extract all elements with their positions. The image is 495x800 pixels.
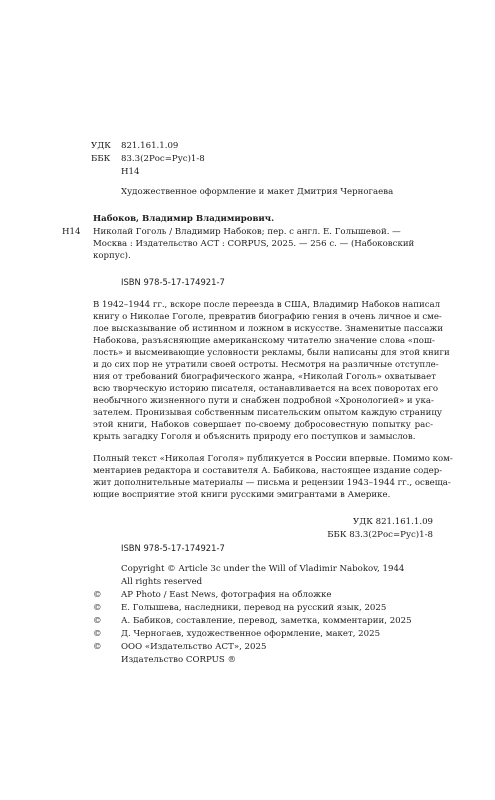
copyright-item: AP Photo / East News, фотография на обложке	[121, 590, 332, 600]
annotation-line: зателем. Пронизывая собственным писательским опытом каждую страницу	[93, 408, 442, 418]
copyright-main: Copyright © Article 3c under the Will of Vladimir Nabokov, 1944	[121, 564, 405, 574]
annotation-line: лость» и высмеивающие условности рекламы, были написаны для этой книги	[93, 348, 450, 358]
copyright-item: ООО «Издательство АСТ», 2025	[121, 642, 267, 652]
udk-value: 821.161.1.09	[121, 141, 179, 151]
annotation-line: всю творческую историю писателя, останавливается на всех поворотах его	[93, 384, 439, 394]
bbk-label: ББК	[91, 154, 111, 164]
annotation-line: лое высказывание об истинном и ложном в искусстве. Знаменитые пассажи	[93, 324, 444, 334]
catalog-description	[93, 226, 433, 262]
copyright-symbol: ©	[93, 603, 102, 613]
copyright-symbol: ©	[93, 590, 102, 600]
annotation-paragraph-2	[93, 453, 453, 501]
side-author-mark: Н14	[62, 227, 81, 237]
copyright-isbn: ISBN 978-5-17-174921-7	[121, 543, 225, 553]
copyright-symbol: ©	[93, 629, 102, 639]
annotation-line: В 1942–1944 гг., вскоре после переезда в США, Владимир Набоков написал	[93, 300, 441, 310]
copyright-symbol: ©	[93, 616, 102, 626]
catalog-line: Николай Гоголь / Владимир Набоков; пер. с англ. Е. Голышевой. —	[93, 227, 401, 237]
annotation-line: ния от требований биографического жанра, «Николай Гоголь» охватывает	[93, 372, 436, 382]
annotation-line: ющие восприятие этой книги русскими эмигрантами в Америке.	[93, 490, 391, 500]
copyright-item: Е. Голышева, наследники, перевод на русский язык, 2025	[121, 603, 387, 613]
annotation-line: Набокова, разъясняющие американскому читателю значение слова «пош-	[93, 336, 435, 346]
copyright-symbol: ©	[93, 642, 102, 652]
udk-label: УДК	[91, 141, 111, 151]
all-rights-reserved: All rights reserved	[121, 577, 203, 587]
copyright-item: Д. Черногаев, художественное оформление, макет, 2025	[121, 629, 381, 639]
catalog-isbn: ISBN 978-5-17-174921-7	[121, 277, 225, 287]
publisher-mark: Издательство CORPUS ®	[121, 655, 237, 665]
author-mark: Н14	[121, 167, 140, 177]
bbk-right: ББК 83.3(2Рос=Рус)1-8	[327, 530, 433, 540]
annotation-line: жит дополнительные материалы — письма и рецензии 1943–1944 гг., освеща-	[93, 478, 451, 488]
annotation-line: ментариев редактора и составителя А. Бабикова, настоящее издание содер-	[93, 466, 443, 476]
annotation-line: этой книги, Набоков совершает по-своему добросовестную попытку рас-	[93, 420, 433, 430]
author-heading: Набоков, Владимир Владимирович.	[93, 214, 275, 224]
bbk-value: 83.3(2Рос=Рус)1-8	[121, 154, 205, 164]
copyright-item: А. Бабиков, составление, перевод, заметка, комментарии, 2025	[121, 616, 412, 626]
catalog-line: корпус).	[93, 251, 131, 261]
udk-right: УДК 821.161.1.09	[353, 517, 433, 527]
annotation-line: необычного жизненного пути и снабжен подробной «Хронологией» и ука-	[93, 396, 434, 406]
annotation-line: и до сих пор не утратили своей остроты. Несмотря на различные отступле-	[93, 360, 439, 370]
annotation-line: Полный текст «Николая Гоголя» публикуется в России впервые. Помимо ком-	[93, 454, 453, 464]
design-credit: Художественное оформление и макет Дмитрия Черногаева	[121, 187, 394, 197]
annotation-paragraph-1	[93, 299, 450, 443]
annotation-line: крыть загадку Гоголя и объяснить природу его поступков и замыслов.	[93, 432, 416, 442]
annotation-line: книгу о Николае Гоголе, превратив биографию гения в очень личное и сме-	[93, 312, 442, 322]
catalog-line: Москва : Издательство АСТ : CORPUS, 2025. — 256 с. — (Набоковский	[93, 239, 415, 249]
